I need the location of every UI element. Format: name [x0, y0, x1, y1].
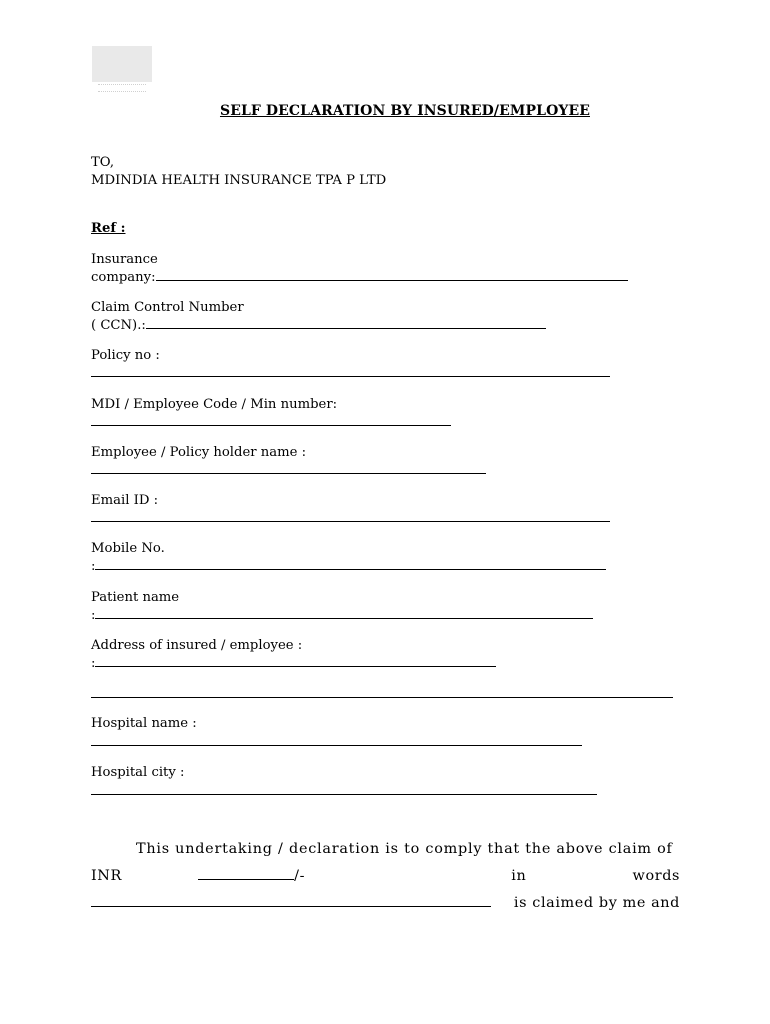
hospital-name-row: [91, 734, 582, 752]
email-blank[interactable]: [91, 510, 610, 522]
email-label: Email ID :: [91, 493, 159, 508]
address-company: MDINDIA HEALTH INSURANCE TPA P LTD: [91, 173, 387, 188]
address-row-2: [91, 686, 673, 704]
patient-label-2: :: [91, 608, 96, 623]
holder-name-blank[interactable]: [91, 462, 486, 474]
employee-code-label: MDI / Employee Code / Min number:: [91, 397, 338, 412]
in-label: in: [511, 868, 527, 884]
address-to: TO,: [91, 155, 115, 170]
words-label: words: [632, 868, 680, 884]
patient-row: [91, 607, 593, 625]
declaration-paragraph: [91, 836, 680, 917]
insurance-company-label: Insurance: [91, 252, 158, 267]
address-blank-2[interactable]: [91, 686, 673, 698]
page-title: SELF DECLARATION BY INSURED/EMPLOYEE: [219, 103, 590, 119]
address-blank[interactable]: [95, 655, 496, 667]
hospital-city-blank[interactable]: [91, 783, 597, 795]
ccn-row: [91, 317, 546, 335]
mobile-blank[interactable]: [95, 558, 606, 570]
amount-blank[interactable]: [198, 868, 294, 880]
hospital-city-row: [91, 783, 597, 801]
hospital-name-blank[interactable]: [91, 734, 582, 746]
patient-blank[interactable]: [95, 607, 593, 619]
employee-code-blank[interactable]: [91, 414, 451, 426]
amount-words-blank[interactable]: [91, 895, 491, 907]
hospital-city-label: Hospital city :: [91, 765, 185, 780]
holder-name-label: Employee / Policy holder name :: [91, 445, 307, 460]
company-logo: [92, 46, 152, 82]
policy-no-label: Policy no :: [91, 348, 160, 363]
holder-name-row: [91, 462, 486, 480]
logo-tagline: [98, 84, 146, 92]
declaration-line-1: This undertaking / declaration is to comply that the above claim of: [136, 841, 673, 857]
patient-label: Patient name: [91, 590, 180, 605]
email-row: [91, 510, 610, 528]
amount-suffix: /-: [294, 868, 306, 884]
policy-no-blank[interactable]: [91, 365, 610, 377]
address-label: Address of insured / employee :: [91, 638, 303, 653]
hospital-name-label: Hospital name :: [91, 716, 197, 731]
ccn-label: Claim Control Number: [91, 300, 244, 315]
declaration-line-2: [91, 863, 680, 890]
address-row: [91, 655, 496, 673]
insurance-company-blank[interactable]: [156, 269, 628, 281]
employee-code-row: [91, 414, 451, 432]
policy-no-row: [91, 365, 610, 383]
ccn-blank[interactable]: [146, 317, 546, 329]
amount-field: [198, 863, 305, 890]
mobile-row: [91, 558, 606, 576]
declaration-line-3-text: is claimed by me and: [513, 895, 680, 911]
address-label-2: :: [91, 656, 96, 671]
mobile-label: Mobile No.: [91, 541, 165, 556]
insurance-company-label-2: company:: [91, 270, 156, 285]
ccn-label-2: ( CCN).:: [91, 318, 146, 333]
inr-label: INR: [91, 868, 122, 884]
insurance-company-row: [91, 269, 628, 287]
mobile-label-2: :: [91, 559, 96, 574]
declaration-line-3: [91, 890, 680, 917]
ref-label: Ref :: [91, 221, 126, 236]
